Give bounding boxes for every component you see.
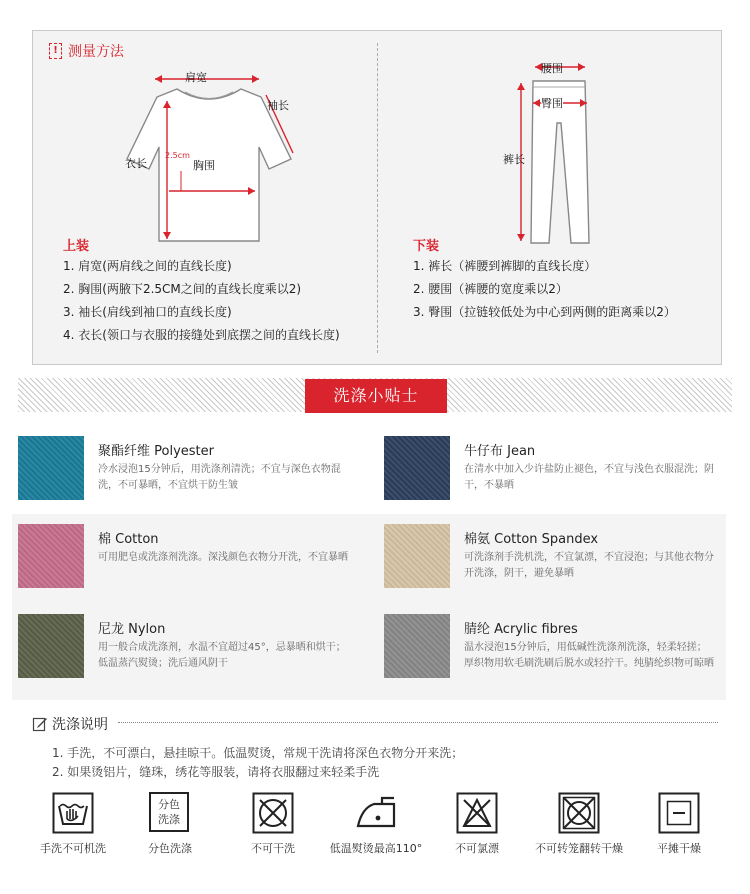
fabric-name: 聚酯纤维 Polyester — [98, 444, 214, 459]
hip-label: 臀围 — [541, 97, 563, 110]
fabric-desc: 可洗涤剂手洗机洗，不宜氯漂，不宜浸泡；与其他衣物分开洗涤，阴干，避免暴晒 — [464, 552, 714, 579]
care-label: 不可氯漂 — [455, 842, 499, 855]
list-item: 2. 腰围（裤腰的宽度乘以2） — [413, 282, 568, 296]
list-item: 1. 裤长（裤腰到裤脚的直线长度） — [413, 259, 597, 273]
fabric-name: 牛仔布 Jean — [464, 444, 536, 459]
divider — [377, 43, 378, 353]
wash-title: 洗涤说明 — [52, 717, 108, 733]
care-label: 分色洗涤 — [148, 842, 192, 855]
banner-title: 洗涤小贴士 — [305, 379, 447, 413]
iron-low-icon — [354, 792, 398, 834]
care-label: 平摊干燥 — [657, 842, 701, 855]
wash-list — [52, 744, 463, 782]
no-tumble-dry-icon — [558, 792, 600, 834]
fabric-name: 尼龙 Nylon — [98, 622, 166, 637]
shoulder-label: 肩宽 — [185, 71, 207, 84]
hand-wash-icon — [52, 792, 94, 834]
no-bleach-icon — [456, 792, 498, 834]
bottom-title: 下装 — [413, 239, 440, 254]
waist-label: 腰围 — [541, 62, 563, 75]
fabric-desc: 温水浸泡15分钟后，用低碱性洗涤剂洗涤，轻柔轻搓；厚织物用软毛刷洗刷后脱水或轻拧干。纯腈纶织物可晾晒 — [464, 642, 714, 669]
measure-panel — [32, 30, 722, 365]
fabric-name: 棉 Cotton — [98, 532, 159, 547]
fabric-row — [12, 424, 726, 514]
fabric-swatch — [18, 524, 84, 588]
care-label: 低温熨烫最高110° — [329, 842, 423, 855]
no-dry-clean-icon — [252, 792, 294, 834]
fabric-desc: 在清水中加入少许盐防止褪色，不宜与浅色衣服混洗；阴干，不暴晒 — [464, 464, 714, 491]
list-item: 1. 肩宽(两肩线之间的直线长度) — [63, 259, 232, 273]
fabric-desc: 用一般合成洗涤剂，水温不宜超过45°，忌暴晒和烘干；低温蒸汽熨烫；洗后通风阴干 — [98, 642, 346, 669]
care-label: 不可干洗 — [251, 842, 295, 855]
sleeve-label: 袖长 — [267, 99, 289, 112]
fabric-row — [12, 514, 726, 604]
alert-icon: ! — [49, 43, 62, 59]
care-label: 手洗不可机洗 — [40, 842, 106, 855]
pants-length-label: 裤长 — [503, 153, 525, 166]
fabric-name: 棉氨 Cotton Spandex — [464, 532, 599, 547]
fabric-desc: 冷水浸泡15分钟后，用洗涤剂清洗；不宜与深色衣物混洗，不可暴晒，不宜烘干防生皱 — [98, 464, 341, 491]
dotted-divider — [118, 722, 718, 723]
tshirt-diagram-icon — [119, 59, 319, 249]
list-item: 2. 胸围(两腋下2.5CM之间的直线长度乘以2) — [63, 282, 302, 296]
list-item: 4. 衣长(领口与衣服的接缝处到底摆之间的直线长度) — [63, 328, 340, 342]
care-label: 不可转笼翻转干燥 — [535, 842, 623, 855]
edit-icon — [32, 716, 48, 732]
separate-wash-icon: 分色 洗涤 — [149, 792, 189, 832]
wash-header — [32, 714, 108, 734]
underarm-label: 2.5cm — [165, 151, 190, 160]
dry-flat-icon — [658, 792, 700, 834]
list-item: 3. 袖长(肩线到袖口的直线长度) — [63, 305, 232, 319]
top-title: 上装 — [63, 239, 90, 254]
bottom-list — [413, 255, 676, 324]
list-item: 2. 如果烫铝片，缝珠，绣花等服装，请将衣服翻过来轻柔手洗 — [52, 765, 380, 779]
list-item: 3. 臀围（拉链较低处为中心到两侧的距离乘以2） — [413, 305, 676, 319]
length-label: 衣长 — [125, 157, 147, 170]
fabric-desc: 可用肥皂或洗涤剂洗涤。深浅颜色衣物分开洗，不宜暴晒 — [98, 552, 348, 563]
fabric-swatch — [384, 436, 450, 500]
fabric-swatch — [18, 436, 84, 500]
fabric-name: 腈纶 Acrylic fibres — [464, 622, 578, 637]
measure-title: 测量方法 — [68, 44, 124, 60]
fabric-swatch — [18, 614, 84, 678]
chest-label: 胸围 — [193, 159, 215, 172]
measure-header — [49, 41, 124, 61]
fabric-swatch — [384, 524, 450, 588]
fabric-row — [12, 602, 726, 700]
fabric-swatch — [384, 614, 450, 678]
top-list — [63, 255, 340, 347]
list-item: 1. 手洗，不可漂白，悬挂晾干。低温熨烫，常规干洗请将深色衣物分开来洗； — [52, 746, 464, 760]
